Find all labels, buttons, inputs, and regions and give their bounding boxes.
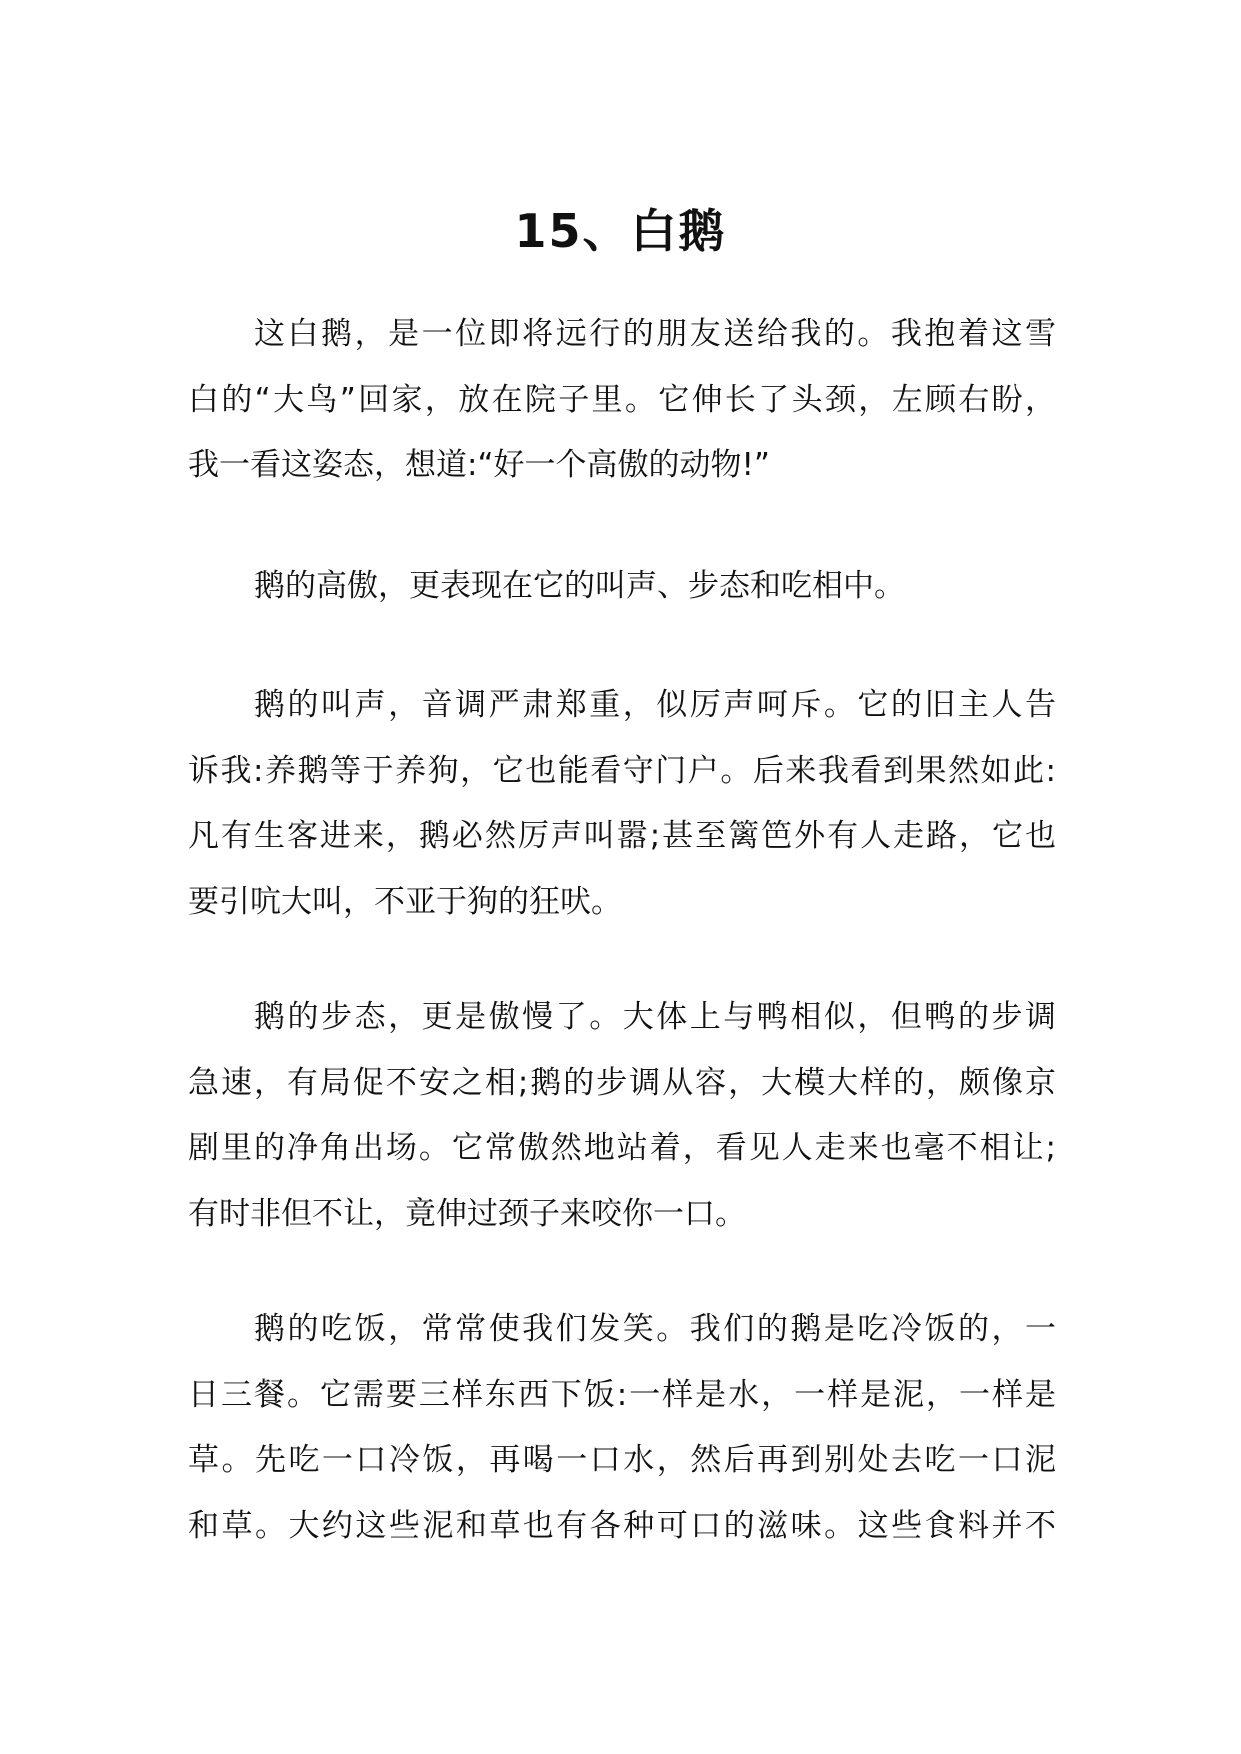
paragraph-line: 和草。大约这些泥和草也有各种可口的滋味。这些食料并不 [188, 1507, 1056, 1544]
paragraph-4 [188, 985, 1056, 1247]
page-title: 15、白鹅 [514, 203, 727, 258]
paragraph-line: 鹅的步态，更是傲慢了。大体上与鸭相似，但鸭的步调 [254, 999, 1056, 1035]
paragraph-line: 鹅的高傲，更表现在它的叫声、步态和吃相中。 [254, 568, 905, 604]
paragraph-line: 剧里的净角出场。它常傲然地站着，看见人走来也毫不相让; [188, 1130, 1056, 1166]
paragraph-line: 诉我:养鹅等于养狗，它也能看守门户。后来我看到果然如此: [188, 752, 1056, 789]
paragraph-line: 要引吭大叫，不亚于狗的狂吠。 [188, 883, 622, 920]
paragraph-2 [188, 554, 1056, 620]
paragraph-line: 草。先吃一口冷饭，再喝一口水，然后再到别处去吃一口泥 [188, 1442, 1056, 1478]
paragraph-line: 白的“大鸟”回家，放在院子里。它伸长了头颈，左顾右盼， [188, 381, 1056, 418]
paragraph-1 [188, 302, 1056, 499]
paragraph-line: 我一看这姿态，想道:“好一个高傲的动物!” [188, 447, 770, 483]
paragraph-line: 这白鹅，是一位即将远行的朋友送给我的。我抱着这雪 [254, 316, 1056, 352]
paragraph-line: 鹅的叫声，音调严肃郑重，似厉声呵斥。它的旧主人告 [254, 687, 1056, 723]
paragraph-line: 有时非但不让，竟伸过颈子来咬你一口。 [188, 1195, 746, 1232]
paragraph-line: 日三餐。它需要三样东西下饭:一样是水，一样是泥，一样是 [188, 1376, 1056, 1413]
paragraph-line: 急速，有局促不安之相;鹅的步调从容，大模大样的，颇像京 [188, 1064, 1056, 1101]
paragraph-line: 凡有生客进来，鹅必然厉声叫嚣;甚至篱笆外有人走路，它也 [188, 818, 1056, 854]
paragraph-line: 鹅的吃饭，常常使我们发笑。我们的鹅是吃冷饭的，一 [254, 1311, 1056, 1347]
paragraph-5 [188, 1297, 1056, 1559]
paragraph-3 [188, 673, 1056, 935]
